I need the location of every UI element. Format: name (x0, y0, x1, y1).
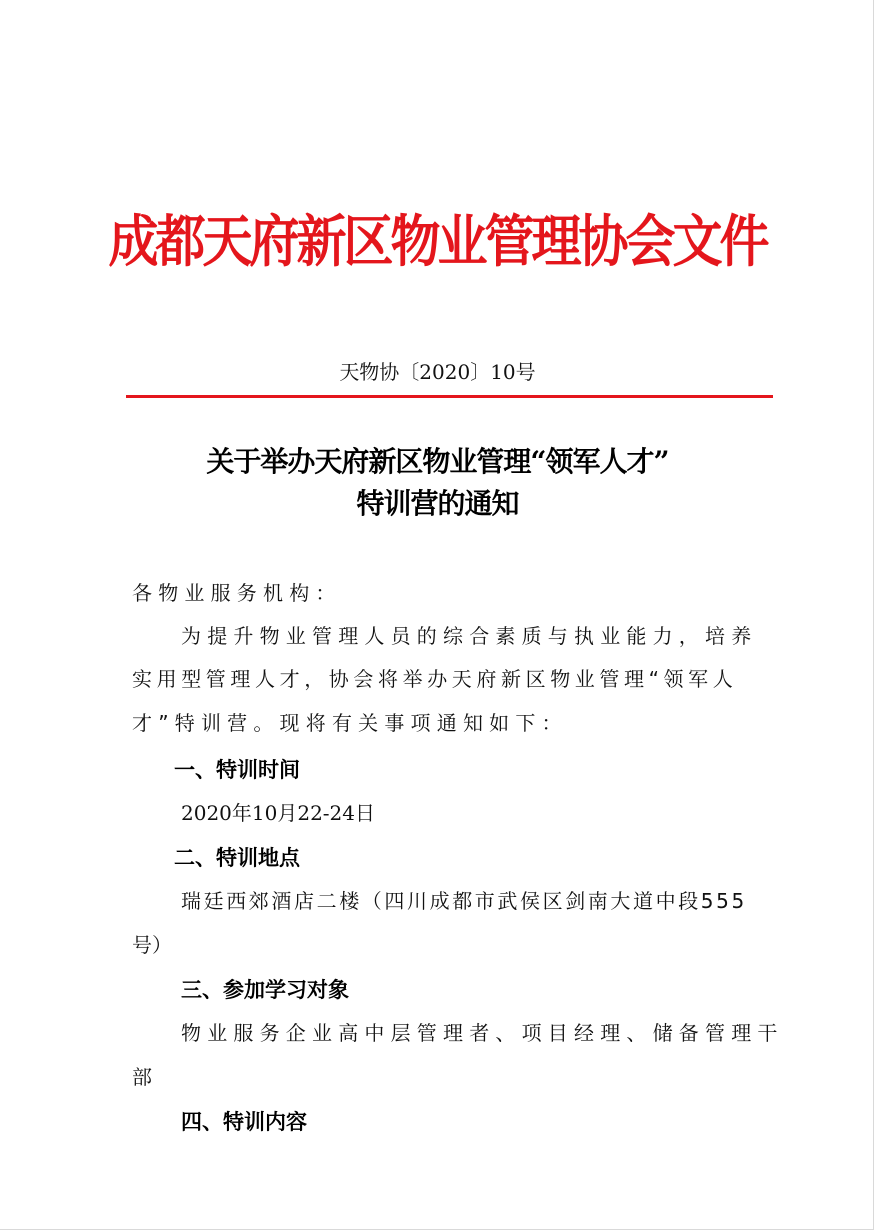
section-audience-line-1: 物业服务企业高中层管理者、项目经理、储备管理干 (181, 1021, 784, 1045)
section-heading-content: 四、特训内容 (181, 1110, 307, 1134)
intro-line-1: 为提升物业管理人员的综合素质与执业能力，培养 (181, 624, 758, 648)
org-header-title: 成都天府新区物业管理协会文件 (108, 208, 767, 275)
notice-title-line-2: 特训营的通知 (356, 487, 519, 520)
salutation: 各物业服务机构： (132, 581, 342, 605)
section-location-line-2: 号） (132, 933, 172, 957)
section-location-line-1: 瑞廷西郊酒店二楼（四川成都市武侯区剑南大道中段555 (181, 889, 747, 913)
document-number: 天物协〔2020〕10号 (339, 360, 536, 384)
intro-line-3: 才”特训营。现将有关事项通知如下： (132, 711, 568, 735)
section-heading-location: 二、特训地点 (174, 846, 300, 870)
notice-title-line-1: 关于举办天府新区物业管理“领军人才” (206, 445, 669, 478)
section-heading-audience: 三、参加学习对象 (181, 978, 349, 1002)
section-audience-line-2: 部 (132, 1065, 152, 1089)
section-time-value: 2020年10月22-24日 (181, 801, 376, 825)
red-divider-line (126, 395, 773, 398)
section-heading-time: 一、特训时间 (174, 758, 300, 782)
intro-line-2: 实用型管理人才，协会将举办天府新区物业管理“领军人 (132, 667, 738, 691)
